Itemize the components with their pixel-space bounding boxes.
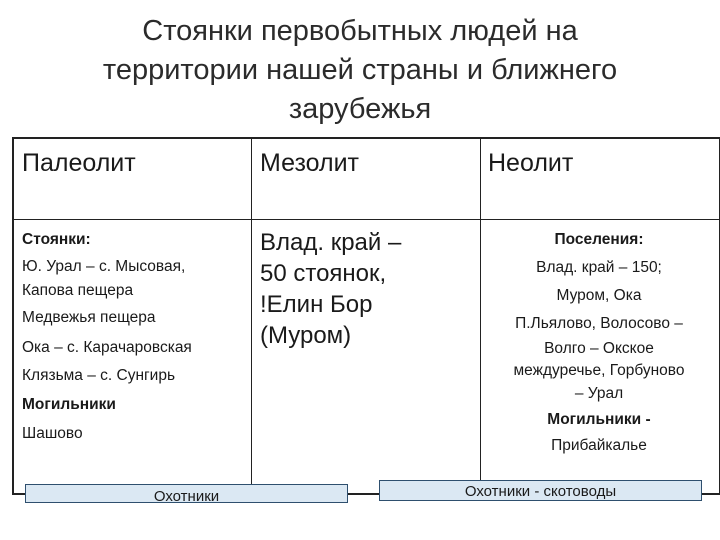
title-line-2: территории нашей страны и ближнего <box>102 54 618 86</box>
slide-title <box>40 12 680 129</box>
paleolith-sites-heading: Стоянки: <box>22 231 91 248</box>
paleolith-cell <box>22 227 192 449</box>
neolith-line: П.Льялово, Волосово – <box>515 315 683 332</box>
neolith-cell <box>486 227 712 457</box>
neolith-line: Прибайкалье <box>551 437 647 454</box>
hunters-label: Охотники <box>25 484 348 503</box>
neolith-line: междуречье, Горбуново <box>513 362 685 379</box>
column-divider-1 <box>251 139 252 493</box>
title-line-1: Стоянки первобытных людей на <box>142 15 578 47</box>
paleolith-line: Медвежья пещера <box>22 309 156 326</box>
mesolith-line: Влад. край – <box>260 229 402 256</box>
mesolith-line: !Елин Бор <box>260 291 373 318</box>
neolith-line: – Урал <box>574 385 624 402</box>
header-paleolith: Палеолит <box>22 149 136 177</box>
paleolith-line: Шашово <box>22 425 83 442</box>
paleolith-line: Ока – с. Карачаровская <box>22 339 192 356</box>
neolith-line: Влад. край – 150; <box>536 259 662 276</box>
title-line-3: зарубежья <box>288 93 432 125</box>
hunters-herders-label: Охотники - скотоводы <box>379 480 702 501</box>
periods-table <box>12 137 720 495</box>
neolith-settlements-heading: Поселения: <box>554 231 644 248</box>
paleolith-line: Капова пещера <box>22 282 134 299</box>
neolith-line: Волго – Окское <box>544 340 654 357</box>
neolith-line: Муром, Ока <box>556 287 642 304</box>
mesolith-line: (Муром) <box>260 322 352 349</box>
paleolith-line: Ю. Урал – с. Мысовая, <box>22 258 186 275</box>
header-neolith: Неолит <box>488 149 574 177</box>
mesolith-line: 50 стоянок, <box>260 260 387 287</box>
mesolith-cell <box>260 227 401 351</box>
paleolith-line: Клязьма – с. Сунгирь <box>22 367 176 384</box>
header-mesolith: Мезолит <box>260 149 359 177</box>
column-divider-2 <box>480 139 481 493</box>
header-divider <box>14 219 719 220</box>
neolith-burials-heading: Могильники - <box>547 411 651 428</box>
paleolith-burials-heading: Могильники <box>22 396 116 413</box>
